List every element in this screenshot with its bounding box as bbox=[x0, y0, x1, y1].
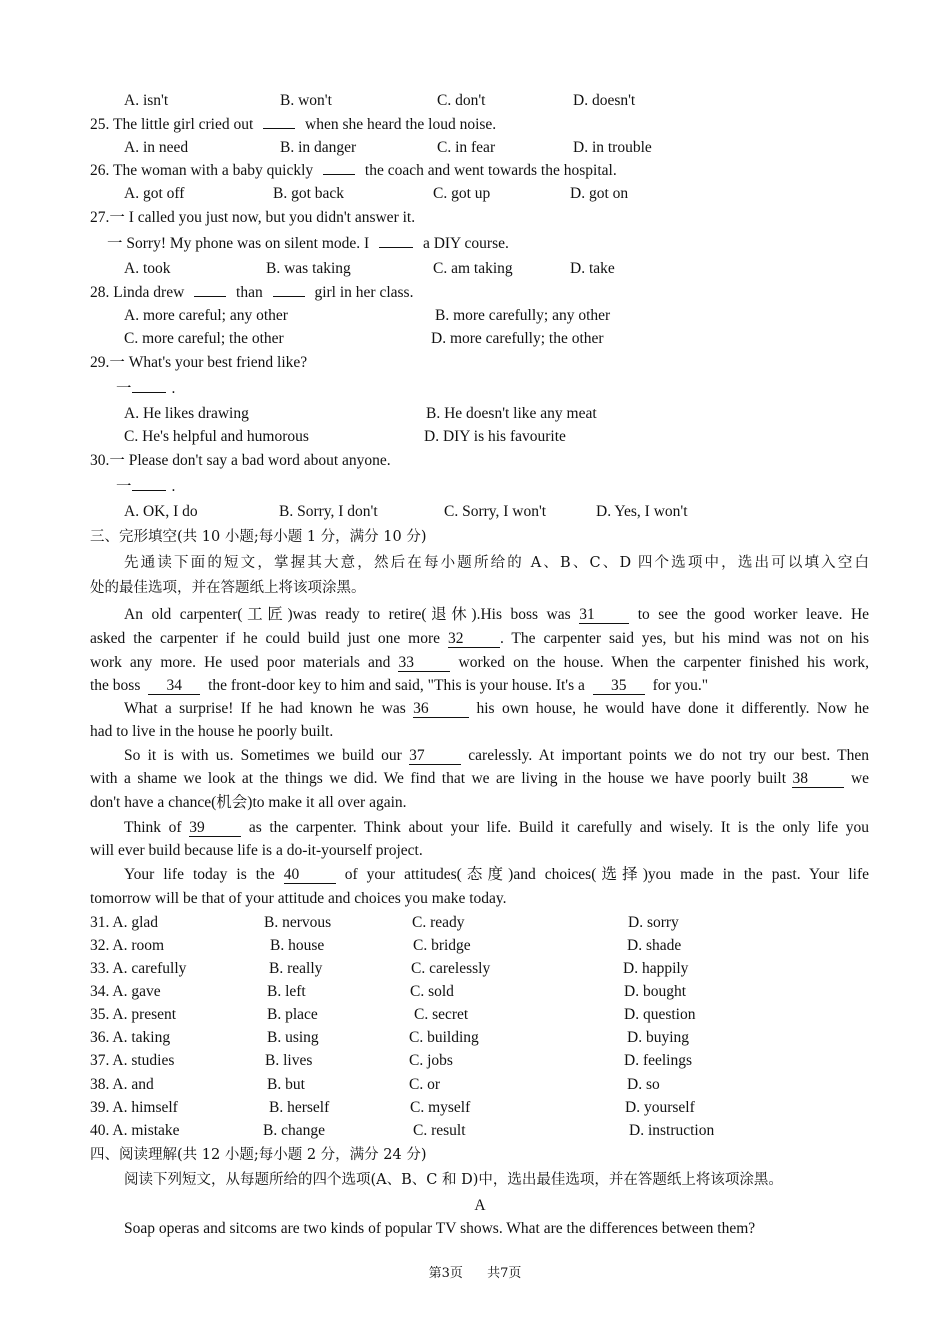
answer-blank bbox=[132, 478, 166, 491]
answer-blank bbox=[263, 116, 295, 129]
passage-line: What a surprise! If he had known he was 36 his own house, he would have done it differently. Now he bbox=[124, 700, 870, 717]
passage-line: So it is with us. Sometimes we build our 37 carelessly. At important points we do not try our best. Then bbox=[124, 747, 870, 764]
blank-38: 38 bbox=[792, 771, 844, 788]
question-28: 28. Linda drew than girl in her class. bbox=[90, 284, 414, 301]
answer-blank bbox=[323, 162, 355, 175]
q25-option-d: D. in trouble bbox=[573, 139, 652, 156]
q25-option-c: C. in fear bbox=[437, 139, 496, 156]
cloze-31-option-b: B. nervous bbox=[264, 914, 332, 931]
blank-39: 39 bbox=[189, 820, 241, 837]
section-3-heading: 三、完形填空(共 10 小题;每小题 1 分，满分 10 分) bbox=[90, 529, 427, 545]
q25-option-a: A. in need bbox=[124, 139, 189, 156]
cloze-38-option-a: 38. A. and bbox=[90, 1076, 154, 1093]
section-4-heading: 四、阅读理解(共 12 小题;每小题 2 分，满分 24 分) bbox=[90, 1147, 427, 1163]
q29-option-b: B. He doesn't like any meat bbox=[426, 405, 597, 422]
blank-35: 35 bbox=[593, 678, 645, 695]
cloze-32-option-b: B. house bbox=[270, 937, 325, 954]
question-29-line1: 29.一 What's your best friend like? bbox=[90, 354, 308, 371]
answer-blank bbox=[273, 284, 305, 297]
cloze-32-option-a: 32. A. room bbox=[90, 937, 165, 954]
question-30-line1: 30.一 Please don't say a bad word about anyone. bbox=[90, 452, 391, 469]
q27-option-c: C. am taking bbox=[433, 260, 513, 277]
q24-option-a: A. isn't bbox=[124, 92, 169, 109]
q24-option-b: B. won't bbox=[280, 92, 332, 109]
passage-line: had to live in the house he poorly built. bbox=[90, 723, 334, 740]
cloze-40-option-c: C. result bbox=[413, 1122, 466, 1139]
question-25: 25. The little girl cried out when she heard the loud noise. bbox=[90, 116, 497, 133]
cloze-36-option-c: C. building bbox=[409, 1029, 479, 1046]
blank-40: 40 bbox=[284, 867, 336, 884]
q29-option-c: C. He's helpful and humorous bbox=[124, 428, 309, 445]
cloze-35-option-d: D. question bbox=[624, 1006, 696, 1023]
q30-option-c: C. Sorry, I won't bbox=[444, 503, 547, 520]
cloze-37-option-b: B. lives bbox=[265, 1052, 313, 1069]
q25-option-b: B. in danger bbox=[280, 139, 357, 156]
q28-option-a: A. more careful; any other bbox=[124, 307, 288, 324]
cloze-39-option-d: D. yourself bbox=[625, 1099, 695, 1116]
cloze-38-option-d: D. so bbox=[627, 1076, 660, 1093]
cloze-33-option-a: 33. A. carefully bbox=[90, 960, 187, 977]
page-total: 共7页 bbox=[487, 1266, 522, 1281]
passage-line: An old carpenter(工匠)was ready to retire(退休).His boss was 31 to see the good worker leave. He bbox=[124, 606, 870, 623]
question-29-line2: 一 . bbox=[116, 380, 176, 397]
cloze-31-option-c: C. ready bbox=[412, 914, 465, 931]
cloze-37-option-a: 37. A. studies bbox=[90, 1052, 175, 1069]
passage-line: tomorrow will be that of your attitude and choices you make today. bbox=[90, 890, 507, 907]
cloze-35-option-b: B. place bbox=[267, 1006, 318, 1023]
page-number: 第3页 bbox=[428, 1266, 463, 1281]
cloze-33-option-b: B. really bbox=[269, 960, 323, 977]
q26-option-a: A. got off bbox=[124, 185, 185, 202]
question-27-line2: 一 Sorry! My phone was on silent mode. I a DIY course. bbox=[107, 235, 509, 252]
cloze-36-option-b: B. using bbox=[267, 1029, 319, 1046]
q26-option-d: D. got on bbox=[570, 185, 629, 202]
q30-option-d: D. Yes, I won't bbox=[596, 503, 688, 520]
question-26: 26. The woman with a baby quickly the coach and went towards the hospital. bbox=[90, 162, 617, 179]
cloze-39-option-a: 39. A. himself bbox=[90, 1099, 178, 1116]
cloze-37-option-c: C. jobs bbox=[409, 1052, 453, 1069]
q26-option-b: B. got back bbox=[273, 185, 345, 202]
answer-blank bbox=[379, 235, 413, 248]
q24-option-c: C. don't bbox=[437, 92, 486, 109]
cloze-38-option-b: B. but bbox=[267, 1076, 305, 1093]
q29-option-a: A. He likes drawing bbox=[124, 405, 249, 422]
cloze-32-option-c: C. bridge bbox=[413, 937, 471, 954]
page-footer bbox=[0, 1262, 950, 1281]
passage-line: work any more. He used poor materials and 33 worked on the house. When the carpenter finished his work, bbox=[90, 654, 870, 671]
passage-line: with a shame we look at the things we did. We find that we are living in the house we have poorly built 38 we bbox=[90, 770, 870, 787]
q29-option-d: D. DIY is his favourite bbox=[424, 428, 566, 445]
cloze-34-option-a: 34. A. gave bbox=[90, 983, 161, 1000]
cloze-31-option-a: 31. A. glad bbox=[90, 914, 159, 931]
cloze-35-option-c: C. secret bbox=[414, 1006, 469, 1023]
blank-36: 36 bbox=[413, 701, 469, 718]
question-27-line1: 27.一 I called you just now, but you didn't answer it. bbox=[90, 209, 416, 226]
q27-option-b: B. was taking bbox=[266, 260, 351, 277]
blank-33: 33 bbox=[398, 655, 450, 672]
cloze-36-option-a: 36. A. taking bbox=[90, 1029, 171, 1046]
cloze-39-option-c: C. myself bbox=[410, 1099, 471, 1116]
cloze-39-option-b: B. herself bbox=[269, 1099, 330, 1116]
q27-option-a: A. took bbox=[124, 260, 171, 277]
cloze-34-option-b: B. left bbox=[267, 983, 306, 1000]
passage-line: don't have a chance(机会)to make it all over again. bbox=[90, 794, 407, 811]
reading-first-line: Soap operas and sitcoms are two kinds of popular TV shows. What are the differences between them? bbox=[124, 1220, 756, 1237]
section-3-instruction-line1: 先通读下面的短文，掌握其大意，然后在每小题所给的 A、B、C、D 四个选项中，选出可以填入空白 bbox=[124, 555, 869, 571]
question-30-line2: 一 . bbox=[116, 478, 176, 495]
passage-line: Think of 39 as the carpenter. Think about your life. Build it carefully and wisely. It is the only life you bbox=[124, 819, 870, 836]
q24-option-d: D. doesn't bbox=[573, 92, 636, 109]
cloze-37-option-d: D. feelings bbox=[624, 1052, 693, 1069]
cloze-34-option-d: D. bought bbox=[624, 983, 686, 1000]
reading-part-label: A bbox=[474, 1197, 486, 1214]
q30-option-a: A. OK, I do bbox=[124, 503, 198, 520]
cloze-33-option-c: C. carelessly bbox=[411, 960, 491, 977]
answer-blank bbox=[132, 380, 166, 393]
q28-option-d: D. more carefully; the other bbox=[431, 330, 604, 347]
cloze-40-option-b: B. change bbox=[263, 1122, 325, 1139]
passage-line: the boss 34 the front-door key to him and said, "This is your house. It's a 35 for you." bbox=[90, 677, 709, 694]
section-3-instruction-line2: 处的最佳选项，并在答题纸上将该项涂黑。 bbox=[90, 580, 366, 596]
q28-option-c: C. more careful; the other bbox=[124, 330, 284, 347]
cloze-32-option-d: D. shade bbox=[627, 937, 682, 954]
answer-blank bbox=[194, 284, 226, 297]
blank-31: 31 bbox=[579, 607, 629, 624]
cloze-40-option-d: D. instruction bbox=[629, 1122, 715, 1139]
passage-line: will ever build because life is a do-it-yourself project. bbox=[90, 842, 423, 859]
cloze-38-option-c: C. or bbox=[409, 1076, 440, 1093]
q26-option-c: C. got up bbox=[433, 185, 491, 202]
passage-line: Your life today is the 40 of your attitudes(态度)and choices(选择)you made in the past. Your life bbox=[124, 866, 870, 883]
cloze-36-option-d: D. buying bbox=[627, 1029, 689, 1046]
cloze-40-option-a: 40. A. mistake bbox=[90, 1122, 180, 1139]
blank-34: 34 bbox=[148, 678, 200, 695]
q27-option-d: D. take bbox=[570, 260, 615, 277]
cloze-34-option-c: C. sold bbox=[410, 983, 454, 1000]
cloze-33-option-d: D. happily bbox=[623, 960, 689, 977]
q28-option-b: B. more carefully; any other bbox=[435, 307, 611, 324]
section-4-instruction: 阅读下列短文，从每题所给的四个选项(A、B、C 和 D)中，选出最佳选项，并在答题纸上将该项涂黑。 bbox=[124, 1172, 783, 1188]
blank-32: 32 bbox=[448, 631, 500, 648]
cloze-35-option-a: 35. A. present bbox=[90, 1006, 177, 1023]
cloze-31-option-d: D. sorry bbox=[628, 914, 679, 931]
q30-option-b: B. Sorry, I don't bbox=[279, 503, 378, 520]
blank-37: 37 bbox=[409, 748, 461, 765]
passage-line: asked the carpenter if he could build just one more 32 . The carpenter said yes, but his mind was not on his bbox=[90, 630, 869, 647]
